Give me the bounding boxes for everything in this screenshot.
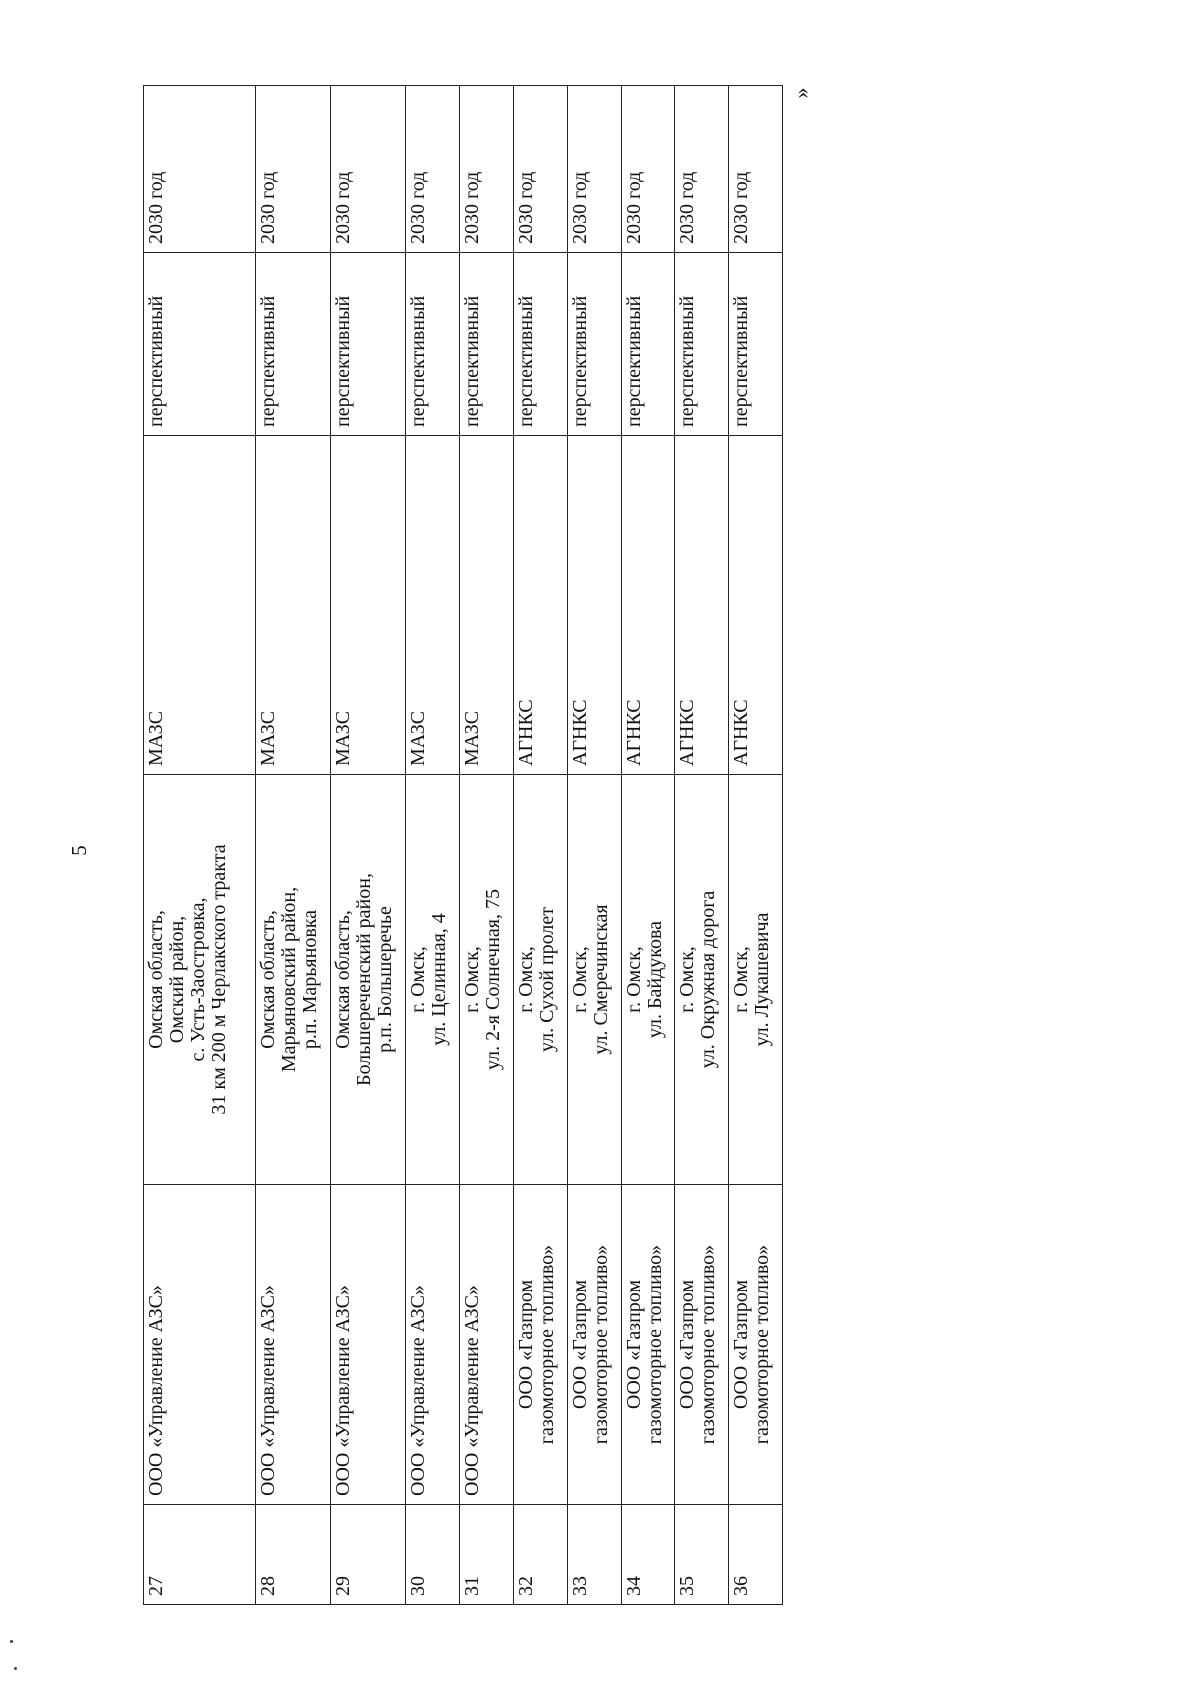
status-cell: перспективный — [567, 253, 621, 436]
organization-cell-line: ООО «Газпром — [730, 1279, 753, 1410]
year-cell: 2030 год — [621, 86, 675, 253]
year-cell: 2030 год — [144, 86, 256, 253]
organization-cell-line: ООО «Газпром — [622, 1279, 645, 1410]
address-cell — [144, 775, 256, 1185]
station-type-cell: АГНКС — [729, 436, 783, 775]
organization-cell — [460, 1185, 514, 1505]
organization-cell-line: газомоторное топливо» — [697, 1244, 720, 1445]
station-type-cell: МАЗС — [255, 436, 330, 775]
address-cell-line: г. Омск, — [407, 946, 430, 1013]
organization-cell — [729, 1185, 783, 1505]
address-cell-line: р.п. Марьяновка — [298, 909, 321, 1050]
address-cell — [729, 775, 783, 1185]
address-cell-line: ул. Смеречинская — [589, 904, 612, 1055]
organization-cell-line: ООО «Управление АЗС» — [145, 1285, 167, 1496]
address-cell-line: 31 км 200 м Черлакского тракта — [208, 844, 230, 1115]
organization-cell-line: ООО «Газпром — [568, 1279, 591, 1410]
address-cell-line: Марьяновский район, — [277, 886, 300, 1073]
table-row — [460, 86, 514, 1605]
year-cell: 2030 год — [567, 86, 621, 253]
organization-cell — [675, 1185, 729, 1505]
row-number-cell: 28 — [255, 1505, 330, 1605]
address-cell — [514, 775, 568, 1185]
organization-cell-line: газомоторное топливо» — [643, 1244, 666, 1445]
address-cell-line: ул. 2-я Солнечная, 75 — [482, 889, 505, 1070]
organization-cell-line: газомоторное топливо» — [589, 1244, 612, 1445]
organization-cell — [514, 1185, 568, 1505]
address-cell-line: с. Усть-Заостровка, — [187, 897, 209, 1062]
organization-cell-line: газомоторное топливо» — [751, 1244, 774, 1445]
page-number: 5 — [66, 845, 91, 856]
year-cell: 2030 год — [675, 86, 729, 253]
address-cell-line: Омский район, — [166, 915, 188, 1044]
address-cell-line: ул. Лукашевича — [751, 912, 774, 1047]
address-cell-line: р.п. Большеречье — [374, 906, 397, 1053]
station-type-cell: АГНКС — [621, 436, 675, 775]
station-type-cell: МАЗС — [331, 436, 406, 775]
station-type-cell: АГНКС — [675, 436, 729, 775]
address-cell-line: Омская область, — [332, 910, 355, 1049]
table-row — [567, 86, 621, 1605]
organization-cell-line: ООО «Газпром — [676, 1279, 699, 1410]
address-cell-line: Омская область, — [145, 910, 167, 1049]
station-type-cell: АГНКС — [514, 436, 568, 775]
row-number-cell: 34 — [621, 1505, 675, 1605]
status-cell: перспективный — [331, 253, 406, 436]
continuation-mark: » — [788, 87, 814, 99]
address-cell-line: г. Омск, — [568, 946, 591, 1013]
organization-cell-line: ООО «Управление АЗС» — [332, 1285, 355, 1496]
stations-table-container — [143, 86, 783, 1605]
address-cell-line: г. Омск, — [730, 946, 753, 1013]
address-cell — [255, 775, 330, 1185]
station-type-cell: МАЗС — [406, 436, 460, 775]
organization-cell — [567, 1185, 621, 1505]
address-cell-line: г. Омск, — [622, 946, 645, 1013]
status-cell: перспективный — [729, 253, 783, 436]
address-cell-line: г. Омск, — [461, 946, 484, 1013]
address-cell-line: ул. Целинная, 4 — [428, 913, 451, 1046]
address-cell — [675, 775, 729, 1185]
address-cell — [406, 775, 460, 1185]
organization-cell-line: газомоторное топливо» — [536, 1244, 559, 1445]
table-row — [675, 86, 729, 1605]
year-cell: 2030 год — [460, 86, 514, 253]
status-cell: перспективный — [255, 253, 330, 436]
row-number-cell: 33 — [567, 1505, 621, 1605]
table-row — [406, 86, 460, 1605]
year-cell: 2030 год — [514, 86, 568, 253]
status-cell: перспективный — [621, 253, 675, 436]
stations-table-body — [144, 86, 783, 1605]
organization-cell — [621, 1185, 675, 1505]
address-cell — [460, 775, 514, 1185]
status-cell: перспективный — [460, 253, 514, 436]
year-cell: 2030 год — [331, 86, 406, 253]
organization-cell — [255, 1185, 330, 1505]
table-row — [729, 86, 783, 1605]
organization-cell-line: ООО «Газпром — [515, 1279, 538, 1410]
table-row — [331, 86, 406, 1605]
station-type-cell: МАЗС — [144, 436, 256, 775]
row-number-cell: 29 — [331, 1505, 406, 1605]
row-number-cell: 31 — [460, 1505, 514, 1605]
address-cell-line: Большереченский район, — [353, 873, 376, 1086]
address-cell — [331, 775, 406, 1185]
row-number-cell: 30 — [406, 1505, 460, 1605]
organization-cell-line: ООО «Управление АЗС» — [461, 1285, 484, 1496]
row-number-cell: 32 — [514, 1505, 568, 1605]
address-cell-line: г. Омск, — [676, 946, 699, 1013]
status-cell: перспективный — [144, 253, 256, 436]
address-cell-line: ул. Байдукова — [643, 920, 666, 1039]
organization-cell-line: ООО «Управление АЗС» — [407, 1285, 430, 1496]
organization-cell — [331, 1185, 406, 1505]
table-row — [514, 86, 568, 1605]
status-cell: перспективный — [514, 253, 568, 436]
address-cell-line: ул. Сухой пролет — [536, 907, 559, 1052]
table-row — [255, 86, 330, 1605]
year-cell: 2030 год — [255, 86, 330, 253]
row-number-cell: 36 — [729, 1505, 783, 1605]
year-cell: 2030 год — [729, 86, 783, 253]
year-cell: 2030 год — [406, 86, 460, 253]
station-type-cell: МАЗС — [460, 436, 514, 775]
row-number-cell: 35 — [675, 1505, 729, 1605]
row-number-cell: 27 — [144, 1505, 256, 1605]
status-cell: перспективный — [675, 253, 729, 436]
organization-cell — [144, 1185, 256, 1505]
table-row — [621, 86, 675, 1605]
stations-table — [143, 85, 783, 1605]
status-cell: перспективный — [406, 253, 460, 436]
table-row — [144, 86, 256, 1605]
address-cell-line: Омская область, — [256, 910, 279, 1049]
scan-speck — [14, 1667, 17, 1670]
station-type-cell: АГНКС — [567, 436, 621, 775]
address-cell — [621, 775, 675, 1185]
organization-cell — [406, 1185, 460, 1505]
address-cell-line: г. Омск, — [515, 946, 538, 1013]
organization-cell-line: ООО «Управление АЗС» — [256, 1285, 279, 1496]
scan-speck — [10, 1640, 13, 1643]
address-cell-line: ул. Окружная дорога — [697, 890, 720, 1069]
address-cell — [567, 775, 621, 1185]
